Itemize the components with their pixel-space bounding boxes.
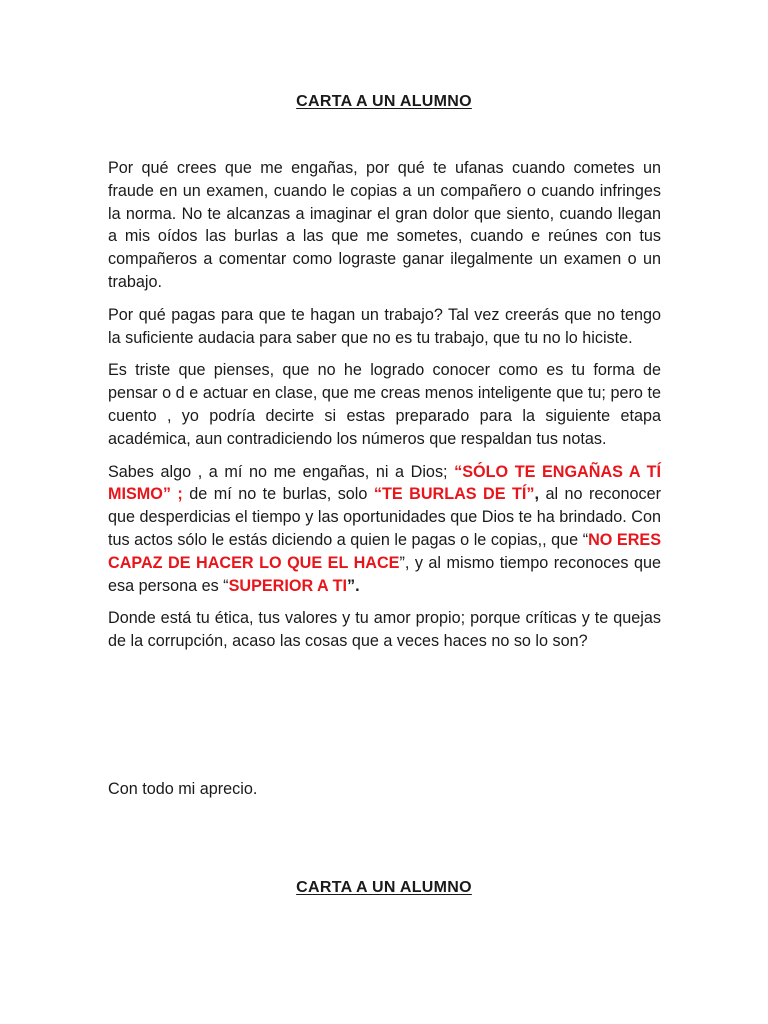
emphasis-no-eres-capaz: NO ERES CAPAZ DE HACER LO QUE EL HACE (108, 530, 661, 572)
letter-body (108, 157, 661, 663)
emphasis-solo-te-enganas: “SÓLO TE ENGAÑAS A TÍ MISMO” ; (108, 462, 661, 504)
paragraph-4-text-1: Sabes algo , a mí no me engañas, ni a Dios; (108, 462, 455, 481)
paragraph-4-text-5: ”, y al mismo tiempo reconoces que esa persona es “ (108, 553, 661, 595)
paragraph-1: Por qué crees que me engañas, por qué te ufanas cuando cometes un fraude en un examen, cuando le copias a un compañero o cuando infringes la norma. No te alcanzas a imaginar el gran dolor que siento, cuando llegan a mis oídos las burlas a las que me sometes, cuando e reúnes con tus compañeros a comentar como lograste ganar ilegalmente un examen o un trabajo. (108, 159, 661, 291)
emphasis-te-burlas: “TE BURLAS DE TÍ” (373, 485, 535, 504)
paragraph-4-text-2: de mí no te burlas, solo (182, 485, 374, 504)
paragraph-4-comma: , (534, 485, 539, 504)
emphasis-superior-a-ti: SUPERIOR A TI (228, 576, 347, 595)
page-title: CARTA A UN ALUMNO (296, 93, 472, 110)
paragraph-4-text-4: al no reconocer que desperdicias el tiempo y las oportunidades que Dios te ha brindado. Con tus actos sólo le estás diciendo a quien le pagas o le copias,, que “ (108, 485, 661, 549)
paragraph-2: Por qué pagas para que te hagan un trabajo? Tal vez creerás que no tengo la suficiente audacia para saber que no es tu trabajo, que tu no lo hiciste. (108, 305, 661, 347)
paragraph-5: Donde está tu ética, tus valores y tu amor propio; porque críticas y te quejas de la corrupción, acaso las cosas que a veces haces no so lo son? (108, 609, 661, 651)
paragraph-3: Es triste que pienses, que no he logrado conocer como es tu forma de pensar o d e actuar en clase, que me creas menos inteligente que tu; pero te cuento , yo podría decirte si estas preparado para la siguiente etapa académica, aun contradiciendo los números que respaldan tus notas. (108, 361, 661, 448)
paragraph-4-end: ”. (347, 576, 360, 595)
repeated-title: CARTA A UN ALUMNO (296, 879, 472, 896)
closing-line: Con todo mi aprecio. (108, 780, 258, 798)
paragraph-4 (108, 461, 661, 598)
